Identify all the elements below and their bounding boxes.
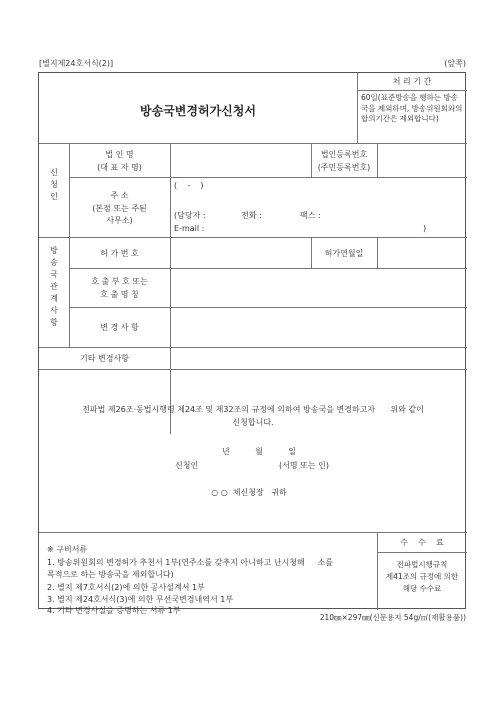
fee-line-3: 해당 수수료	[402, 584, 442, 593]
station-section-label: 방 송 국 관 계 사 항	[50, 246, 58, 327]
address-label: 주 소	[110, 191, 129, 200]
other-changes-label: 기타 변경사항	[80, 354, 129, 363]
signature-field[interactable]: (서명 또는 인)	[279, 461, 329, 470]
attachment-item: 2. 별지 제7호서식(2)에 의한 공사설계서 1부	[47, 583, 205, 592]
corp-name-label: 법 인 명	[105, 150, 134, 159]
declaration-text-cont: 신청합니다.	[232, 418, 274, 427]
corp-regno-label: 법인등록번호	[320, 150, 368, 159]
permit-number-field[interactable]	[171, 238, 310, 267]
other-changes-field[interactable]	[171, 348, 466, 368]
zip-code-field[interactable]: ( - )	[174, 181, 204, 190]
recipient-line: ○ ○ 체신청장 귀하	[211, 488, 287, 497]
callsign-field[interactable]	[171, 269, 466, 306]
permit-number-label: 허 가 번 호	[100, 249, 139, 258]
attachment-item: 목적으로 하는 방송국을 제외합니다)	[47, 570, 174, 579]
email-close-paren: )	[423, 224, 427, 233]
change-items-label: 변 경 사 항	[100, 323, 139, 332]
applicant-signer-label: 신청인	[175, 461, 199, 470]
email-field[interactable]: E-mail :	[174, 224, 205, 233]
fee-label: 수 수 료	[400, 538, 444, 547]
resident-regno-label: (주민등록번호)	[317, 163, 371, 172]
attachment-item: 3. 별지 제24호서식(3)에 의한 무선국변경내역서 1부	[47, 595, 234, 604]
callsign-label-1: 호 출 부 호 또는	[91, 277, 148, 286]
change-items-field[interactable]	[171, 308, 466, 346]
page-side-mark: (앞쪽)	[444, 59, 466, 68]
application-date[interactable]: 년 월 일	[221, 447, 297, 456]
address-sub-label-2: 사무소)	[106, 216, 133, 225]
attachments-title: ※ 구비서류	[47, 545, 88, 554]
fee-line-2: 제41조의 규정에 의한	[385, 572, 459, 581]
application-form	[38, 72, 466, 615]
attachment-item: 4. 기타 변경사실을 증명하는 서류 1부	[47, 606, 181, 615]
permit-date-field[interactable]	[378, 238, 466, 267]
representative-label: (대 표 자 명)	[97, 163, 142, 172]
processing-period-content: 60일(표준방송을 행하는 방송국을 제외하며, 방송위원회와의 합의기간은 제외합니다)	[361, 93, 463, 123]
address-sub-label-1: (본점 또는 주된	[92, 204, 147, 213]
corp-name-field[interactable]	[171, 144, 310, 176]
corp-regno-field[interactable]	[378, 144, 466, 176]
permit-date-label: 허가연월일	[324, 249, 364, 258]
contact-line[interactable]: (담당자 : 전화 : 팩스 :	[174, 211, 321, 220]
form-code: [별지제24호서식(2)]	[39, 59, 114, 68]
callsign-label-2: 호 출 명 칭	[100, 290, 139, 299]
attachment-item: 1. 방송위원회의 변경허가 추천서 1부(연주소를 갖추지 아니하고 난시청해 소를	[47, 558, 333, 567]
applicant-section-label: 신 청 인	[50, 168, 58, 201]
declaration-text: 전파법 제26조·동법시행령 제24조 및 제32조의 규정에 의하여 방송국을 변경하고자 위와 같이	[82, 405, 424, 414]
paper-spec: 210㎜×297㎜(신문용지 54g/㎡(재활용품))	[319, 613, 466, 622]
fee-line-1: 전파법시행규칙	[396, 560, 448, 569]
form-title: 방송국변경허가신청서	[140, 104, 256, 118]
processing-period-label: 처 리 기 간	[392, 77, 432, 86]
